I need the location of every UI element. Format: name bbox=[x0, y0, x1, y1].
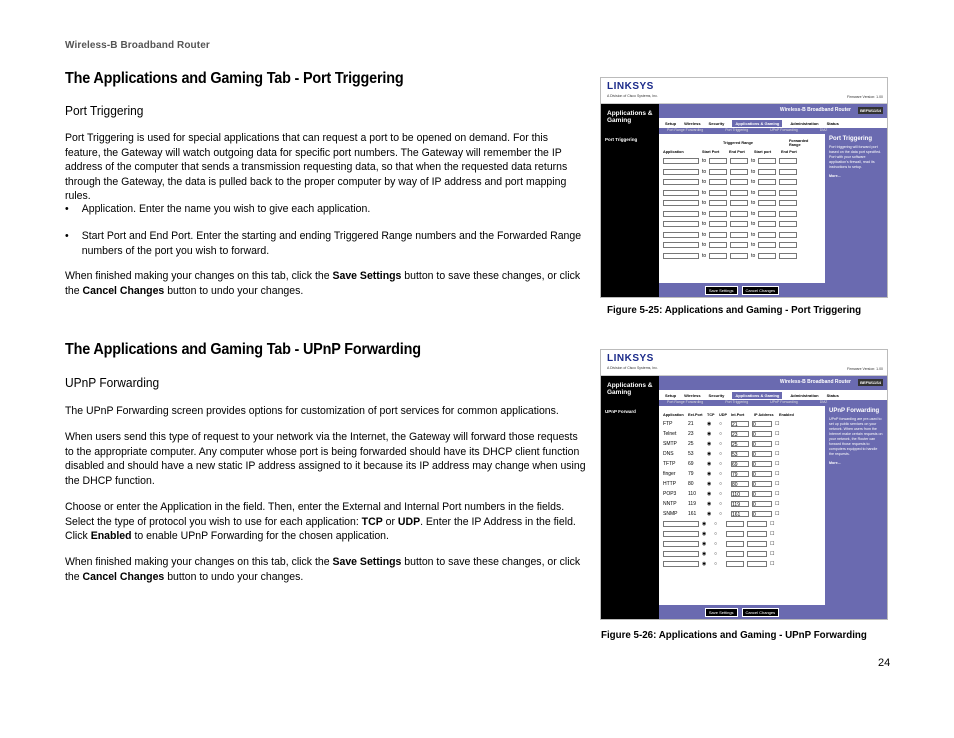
enabled-checkbox-icon[interactable]: ☐ bbox=[775, 441, 780, 447]
upnp-app: SMTP bbox=[663, 441, 677, 447]
to-label: to bbox=[751, 210, 756, 217]
upnp-int-port[interactable]: 69 bbox=[731, 461, 749, 467]
port-field[interactable] bbox=[779, 200, 797, 206]
port-field[interactable] bbox=[758, 169, 776, 175]
to-label: to bbox=[751, 189, 756, 196]
upnp-int-port[interactable]: 119 bbox=[731, 501, 749, 507]
to-label: to bbox=[751, 221, 756, 228]
bullet-item bbox=[65, 229, 595, 258]
enabled-checkbox-icon[interactable]: ☐ bbox=[775, 491, 780, 497]
port-field[interactable] bbox=[758, 211, 776, 217]
upnp-int-port[interactable]: 161 bbox=[731, 511, 749, 517]
port-field[interactable] bbox=[709, 200, 727, 206]
port-field[interactable] bbox=[758, 221, 776, 227]
upnp-blank-row: ◉ ○ ☐ bbox=[663, 559, 821, 569]
port-field[interactable] bbox=[730, 253, 748, 259]
upnp-app: NNTP bbox=[663, 501, 677, 507]
section2-heading: The Applications and Gaming Tab - UPnP Forwarding bbox=[65, 341, 421, 358]
port-field[interactable] bbox=[779, 253, 797, 259]
upnp-app: finger bbox=[663, 471, 676, 477]
enabled-checkbox-icon[interactable]: ☐ bbox=[775, 471, 780, 477]
upnp-blank-row: ◉ ○ ☐ bbox=[663, 539, 821, 549]
port-field[interactable] bbox=[779, 190, 797, 196]
section1-intro: Port Triggering is used for special applications that can request a port to be opened on demand. For this feature, the Gateway will watch outgoing data for specific port numbers. The Gateway will remember the IP address of the computer that sends a transmission requesting data, so that when the requested data returns through the Gateway, the data is pulled back to the proper computer by way of IP address and port mapping rules. bbox=[65, 132, 568, 203]
udp-radio-icon[interactable]: ○ bbox=[719, 441, 723, 447]
port-field[interactable] bbox=[730, 211, 748, 217]
port-field[interactable] bbox=[758, 242, 776, 248]
enabled-checkbox-icon[interactable]: ☐ bbox=[775, 511, 780, 517]
upnp-ext-port: 80 bbox=[688, 481, 694, 487]
bullet-item bbox=[65, 202, 595, 217]
section2-closing: When finished making your changes on this tab, click the Save Settings button to save these changes, or click the Cancel Changes button to undo your changes. bbox=[65, 556, 581, 583]
page-number: 24 bbox=[878, 657, 891, 669]
udp-radio-icon[interactable]: ○ bbox=[719, 461, 723, 467]
upnp-ip[interactable]: 0 bbox=[752, 501, 772, 507]
upnp-int-port[interactable]: 21 bbox=[731, 421, 749, 427]
to-label: to bbox=[702, 179, 707, 186]
port-trigger-row bbox=[663, 240, 821, 251]
upnp-ext-port: 110 bbox=[688, 491, 696, 497]
upnp-row bbox=[663, 499, 821, 509]
port-trigger-row bbox=[663, 209, 821, 220]
to-label: to bbox=[751, 242, 756, 249]
to-label: to bbox=[751, 200, 756, 207]
save-settings-button[interactable]: Save Settings bbox=[705, 286, 738, 295]
port-field[interactable] bbox=[758, 253, 776, 259]
port-field[interactable] bbox=[779, 158, 797, 164]
upnp-ext-port: 119 bbox=[688, 501, 696, 507]
upnp-app: POP3 bbox=[663, 491, 677, 497]
to-label: to bbox=[702, 252, 707, 259]
upnp-row bbox=[663, 489, 821, 499]
upnp-ip[interactable]: 0 bbox=[752, 471, 772, 477]
udp-radio-icon[interactable]: ○ bbox=[719, 431, 723, 437]
bullet-icon: • bbox=[65, 203, 69, 215]
port-field[interactable] bbox=[758, 179, 776, 185]
enabled-checkbox-icon[interactable]: ☐ bbox=[775, 421, 780, 427]
upnp-ip[interactable]: 0 bbox=[752, 431, 772, 437]
tcp-radio-icon[interactable]: ◉ bbox=[707, 461, 712, 467]
port-triggering-screenshot: LINKSYS A Division of Cisco Systems, Inc. Firmware Version: 1.00 Applications & Gaming Wireless-B Broadband Router BEFW11S4 Setup Wireless Security Applications & Gaming Administration Status Port Range Forwarding Port Triggering UPnP Forwarding DMZ Port Triggering Triggered Range Forwarded Range Application Start Port End Port Start port End Port to to to to to to to to to to to to to to to to to to to to Port Triggering Port triggering will forward port based on the data port specified. Port with your software application's firewall, read its instructions to setup. More... Save Settings Cancel Changes bbox=[600, 77, 888, 298]
port-trigger-row bbox=[663, 230, 821, 241]
section1-subheading: Port Triggering bbox=[65, 103, 144, 118]
to-label: to bbox=[702, 242, 707, 249]
upnp-app: FTP bbox=[663, 421, 673, 427]
port-field[interactable] bbox=[779, 242, 797, 248]
to-label: to bbox=[702, 200, 707, 207]
port-field[interactable] bbox=[709, 221, 727, 227]
upnp-ip[interactable]: 0 bbox=[752, 461, 772, 467]
port-field[interactable] bbox=[779, 221, 797, 227]
bullet-text: Start Port and End Port. Enter the starting and ending Triggered Range numbers and the Forwarded Range numbers of the port you wish to forward. bbox=[81, 230, 582, 257]
port-field[interactable] bbox=[709, 253, 727, 259]
upnp-row bbox=[663, 479, 821, 489]
upnp-int-port[interactable]: 80 bbox=[731, 481, 749, 487]
upnp-int-port[interactable]: 110 bbox=[731, 491, 749, 497]
port-field[interactable] bbox=[663, 190, 699, 196]
udp-radio-icon[interactable]: ○ bbox=[719, 451, 723, 457]
port-field[interactable] bbox=[663, 221, 699, 227]
upnp-app: Telnet bbox=[663, 431, 677, 437]
upnp-int-port[interactable]: 53 bbox=[731, 451, 749, 457]
cancel-changes-button[interactable]: Cancel Changes bbox=[742, 608, 780, 617]
port-field[interactable] bbox=[730, 221, 748, 227]
upnp-app: DNS bbox=[663, 451, 674, 457]
bullet-text: Application. Enter the name you wish to give each application. bbox=[81, 203, 371, 215]
tcp-radio-icon[interactable]: ◉ bbox=[707, 481, 712, 487]
upnp-blank-row: ◉ ○ ☐ bbox=[663, 549, 821, 559]
port-field[interactable] bbox=[758, 200, 776, 206]
to-label: to bbox=[751, 179, 756, 186]
upnp-ext-port: 23 bbox=[688, 431, 694, 437]
upnp-int-port[interactable]: 79 bbox=[731, 471, 749, 477]
to-label: to bbox=[702, 210, 707, 217]
upnp-ext-port: 69 bbox=[688, 461, 694, 467]
port-trigger-row bbox=[663, 156, 821, 167]
upnp-app: TFTP bbox=[663, 461, 676, 467]
port-field[interactable] bbox=[730, 169, 748, 175]
upnp-ext-port: 21 bbox=[688, 421, 694, 427]
upnp-ip[interactable]: 0 bbox=[752, 451, 772, 457]
upnp-ext-port: 161 bbox=[688, 511, 697, 517]
port-field[interactable] bbox=[779, 179, 797, 185]
port-field[interactable] bbox=[730, 158, 748, 164]
port-field[interactable] bbox=[730, 179, 748, 185]
section2-subheading: UPnP Forwarding bbox=[65, 375, 160, 390]
port-trigger-row bbox=[663, 188, 821, 199]
upnp-ext-port: 25 bbox=[688, 441, 694, 447]
port-field[interactable] bbox=[730, 242, 748, 248]
to-label: to bbox=[702, 231, 707, 238]
upnp-row bbox=[663, 459, 821, 469]
udp-radio-icon[interactable]: ○ bbox=[719, 471, 723, 477]
upnp-ext-port: 53 bbox=[688, 451, 694, 457]
to-label: to bbox=[702, 168, 707, 175]
section2-para3: Choose or enter the Application in the field. Then, enter the External and Internal Port numbers in the fields. Select the type of protocol you wish to use for each application: TCP or UDP. Enter the IP Address in the field. Click Enabled to enable UPnP Forwarding for the chosen application. bbox=[65, 501, 576, 543]
upnp-ip[interactable]: 0 bbox=[752, 421, 772, 427]
upnp-row bbox=[663, 429, 821, 439]
bullet-icon: • bbox=[65, 230, 69, 242]
enabled-checkbox-icon[interactable]: ☐ bbox=[775, 501, 780, 507]
upnp-row bbox=[663, 469, 821, 479]
port-field[interactable] bbox=[758, 158, 776, 164]
figure-caption-2: Figure 5-26: Applications and Gaming - UPnP Forwarding bbox=[601, 629, 867, 641]
port-field[interactable] bbox=[663, 242, 699, 248]
tcp-radio-icon[interactable]: ◉ bbox=[707, 511, 712, 517]
port-field[interactable] bbox=[758, 232, 776, 238]
upnp-blank-row: ◉ ○ ☐ bbox=[663, 529, 821, 539]
upnp-app: HTTP bbox=[663, 481, 677, 487]
udp-radio-icon[interactable]: ○ bbox=[719, 421, 723, 427]
port-field[interactable] bbox=[709, 190, 727, 196]
port-trigger-row bbox=[663, 198, 821, 209]
upnp-row bbox=[663, 439, 821, 449]
port-field[interactable] bbox=[758, 190, 776, 196]
tcp-radio-icon[interactable]: ◉ bbox=[707, 441, 712, 447]
save-settings-button[interactable]: Save Settings bbox=[705, 608, 738, 617]
tcp-radio-icon[interactable]: ◉ bbox=[707, 421, 712, 427]
upnp-app: SNMP bbox=[663, 511, 678, 517]
port-field[interactable] bbox=[709, 158, 727, 164]
port-field[interactable] bbox=[663, 158, 699, 164]
cancel-changes-button[interactable]: Cancel Changes bbox=[742, 286, 780, 295]
port-field[interactable] bbox=[730, 190, 748, 196]
tcp-radio-icon[interactable]: ◉ bbox=[707, 431, 712, 437]
port-field[interactable] bbox=[730, 200, 748, 206]
udp-radio-icon[interactable]: ○ bbox=[719, 501, 723, 507]
to-label: to bbox=[751, 158, 756, 165]
upnp-row bbox=[663, 449, 821, 459]
udp-radio-icon[interactable]: ○ bbox=[719, 511, 723, 517]
upnp-int-port[interactable]: 23 bbox=[731, 431, 749, 437]
udp-radio-icon[interactable]: ○ bbox=[719, 491, 723, 497]
upnp-blank-row: ◉ ○ ☐ bbox=[663, 519, 821, 529]
to-label: to bbox=[702, 158, 707, 165]
port-field[interactable] bbox=[709, 232, 727, 238]
upnp-row bbox=[663, 509, 821, 519]
udp-radio-icon[interactable]: ○ bbox=[719, 481, 723, 487]
port-field[interactable] bbox=[779, 211, 797, 217]
port-field[interactable] bbox=[663, 253, 699, 259]
section1-heading: The Applications and Gaming Tab - Port Triggering bbox=[65, 70, 404, 87]
upnp-forwarding-screenshot: LINKSYS A Division of Cisco Systems, Inc. Firmware Version: 1.00 Applications & Gaming Wireless-B Broadband Router BEFW11S4 Setup Wireless Security Applications & Gaming Administration Status Port Range Forwarding Port Triggering UPnP Forwarding DMZ UPnP Forward Application Ext.Port TCP UDP Int.Port IP Address Enabled FTP 21 ◉ ○ 21 0 ☐ Telnet 23 ◉ ○ 23 0 ☐ SMTP 25 ◉ ○ 25 0 ☐ DNS 53 ◉ ○ 53 0 ☐ TFTP 69 ◉ ○ 69 0 ☐ finger 79 ◉ ○ 79 0 ☐ HTTP 80 ◉ ○ 80 0 ☐ POP3 110 ◉ ○ 110 0 ☐ NNTP 119 ◉ ○ 119 0 ☐ SNMP 161 ◉ ○ 161 0 ☐ ◉ ○ ☐ ◉ ○ ☐ ◉ ○ ☐ ◉ ○ ☐ ◉ ○ ☐ UPnP Forwarding UPnP forwarding are pre-used to set up public services on your network. When users from the Internet make certain requests on your network, the Router can forward those requests to computers equipped to handle the requests. More... Save Settings Cancel Changes bbox=[600, 349, 888, 620]
tcp-radio-icon[interactable]: ◉ bbox=[707, 471, 712, 477]
port-field[interactable] bbox=[779, 232, 797, 238]
port-field[interactable] bbox=[730, 232, 748, 238]
port-trigger-row bbox=[663, 251, 821, 262]
port-field[interactable] bbox=[663, 169, 699, 175]
tcp-radio-icon[interactable]: ◉ bbox=[707, 501, 712, 507]
enabled-checkbox-icon[interactable]: ☐ bbox=[775, 451, 780, 457]
port-trigger-row bbox=[663, 167, 821, 178]
enabled-checkbox-icon[interactable]: ☐ bbox=[775, 481, 780, 487]
upnp-row bbox=[663, 419, 821, 429]
port-field[interactable] bbox=[663, 232, 699, 238]
running-header: Wireless-B Broadband Router bbox=[65, 40, 210, 51]
figure-caption-1: Figure 5-25: Applications and Gaming - Port Triggering bbox=[607, 304, 862, 316]
to-label: to bbox=[702, 221, 707, 228]
port-field[interactable] bbox=[663, 211, 699, 217]
port-field[interactable] bbox=[779, 169, 797, 175]
port-field[interactable] bbox=[709, 211, 727, 217]
to-label: to bbox=[751, 252, 756, 259]
to-label: to bbox=[702, 189, 707, 196]
to-label: to bbox=[751, 168, 756, 175]
upnp-ip[interactable]: 0 bbox=[752, 491, 772, 497]
port-trigger-row bbox=[663, 219, 821, 230]
port-trigger-row bbox=[663, 177, 821, 188]
section1-closing: When finished making your changes on this tab, click the Save Settings button to save these changes, or click the Cancel Changes button to undo your changes. bbox=[65, 270, 581, 297]
enabled-checkbox-icon[interactable]: ☐ bbox=[775, 431, 780, 437]
section2-intro: The UPnP Forwarding screen provides options for customization of port services for common applications. bbox=[65, 405, 559, 417]
tcp-radio-icon[interactable]: ◉ bbox=[707, 451, 712, 457]
upnp-ip[interactable]: 0 bbox=[752, 511, 772, 517]
section2-para2: When users send this type of request to your network via the Internet, the Gateway will forward those requests to the appropriate computer. Any computer whose port is being forwarded should have its DHCP client function disabled and should have a new static IP address assigned to it because its IP address may change when using the DHCP function. bbox=[65, 431, 586, 487]
port-field[interactable] bbox=[709, 179, 727, 185]
upnp-ext-port: 79 bbox=[688, 471, 694, 477]
upnp-ip[interactable]: 0 bbox=[752, 481, 772, 487]
to-label: to bbox=[751, 231, 756, 238]
port-field[interactable] bbox=[709, 242, 727, 248]
port-field[interactable] bbox=[663, 179, 699, 185]
tcp-radio-icon[interactable]: ◉ bbox=[707, 491, 712, 497]
port-field[interactable] bbox=[663, 200, 699, 206]
enabled-checkbox-icon[interactable]: ☐ bbox=[775, 461, 780, 467]
port-field[interactable] bbox=[709, 169, 727, 175]
upnp-int-port[interactable]: 25 bbox=[731, 441, 749, 447]
upnp-ip[interactable]: 0 bbox=[752, 441, 772, 447]
